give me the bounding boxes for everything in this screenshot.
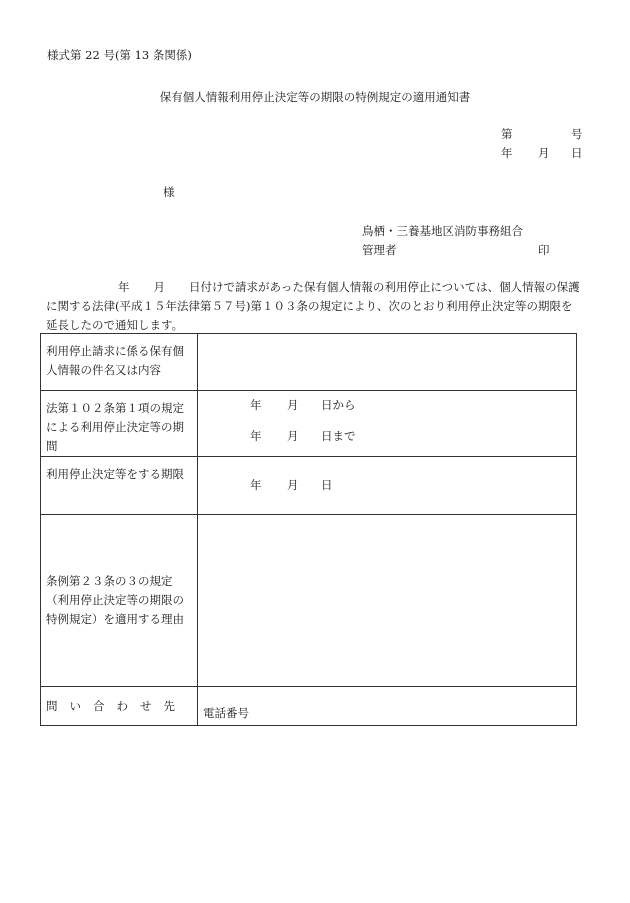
- reason-label: 条例第２３条の３の規定（利用停止決定等の期限の特例規定）を適用する理由: [41, 515, 198, 687]
- period-field[interactable]: [198, 391, 577, 457]
- body-line-1-text: 日付けで請求があった保有個人情報の利用停止については、個人情報の保護: [189, 280, 580, 294]
- sender-manager: 管理者: [362, 243, 397, 257]
- notice-table: [40, 333, 577, 726]
- subject-field[interactable]: [198, 334, 577, 391]
- body-year: 年: [118, 280, 130, 294]
- inquiry-label-text: 問い合わせ先: [46, 698, 187, 713]
- reason-field[interactable]: [198, 515, 577, 687]
- date-month-label: 月: [538, 146, 550, 160]
- period-from-month: 月: [287, 398, 299, 412]
- sender-organization: 鳥栖・三養基地区消防事務組合: [362, 224, 523, 238]
- doc-number-suffix: 号: [571, 127, 583, 141]
- period-from-year: 年: [250, 398, 262, 412]
- period-to-year: 年: [250, 429, 262, 443]
- date-day-label: 日: [571, 146, 583, 160]
- deadline-day: 日: [321, 478, 333, 492]
- document-title: 保有個人情報利用停止決定等の期限の特例規定の適用通知書: [159, 90, 471, 104]
- subject-label: 利用停止請求に係る保有個人情報の件名又は内容: [41, 334, 198, 391]
- table-row: [41, 334, 577, 391]
- deadline-year: 年: [250, 478, 262, 492]
- period-from-day: 日から: [321, 398, 356, 412]
- body-line-1: [46, 278, 586, 297]
- table-row: [41, 457, 577, 515]
- phone-label: 電話番号: [203, 706, 249, 720]
- body-paragraph: [46, 278, 586, 335]
- period-to-day: 日まで: [321, 429, 356, 443]
- period-label: 法第１０２条第１項の規定による利用停止決定等の期間: [41, 391, 198, 457]
- deadline-field[interactable]: [198, 457, 577, 515]
- body-line-2: に関する法律(平成１５年法律第５７号)第１０３条の規定により、次のとおり利用停止決定等の期限を: [46, 299, 573, 313]
- doc-number-prefix: 第: [501, 127, 513, 141]
- form-number: 様式第 22 号(第 13 条関係): [47, 48, 192, 62]
- period-to-month: 月: [287, 429, 299, 443]
- table-row: [41, 687, 577, 726]
- inquiry-label: [41, 687, 198, 726]
- table-row: [41, 391, 577, 457]
- body-line-3: 延長したので通知します。: [46, 318, 184, 332]
- seal-mark: 印: [538, 243, 550, 257]
- date-year-label: 年: [501, 146, 513, 160]
- body-month: 月: [153, 280, 165, 294]
- deadline-month: 月: [287, 478, 299, 492]
- addressee-honorific: 様: [163, 185, 175, 199]
- table-row: [41, 515, 577, 687]
- deadline-label: 利用停止決定等をする期限: [41, 457, 198, 515]
- inquiry-field[interactable]: [198, 687, 577, 726]
